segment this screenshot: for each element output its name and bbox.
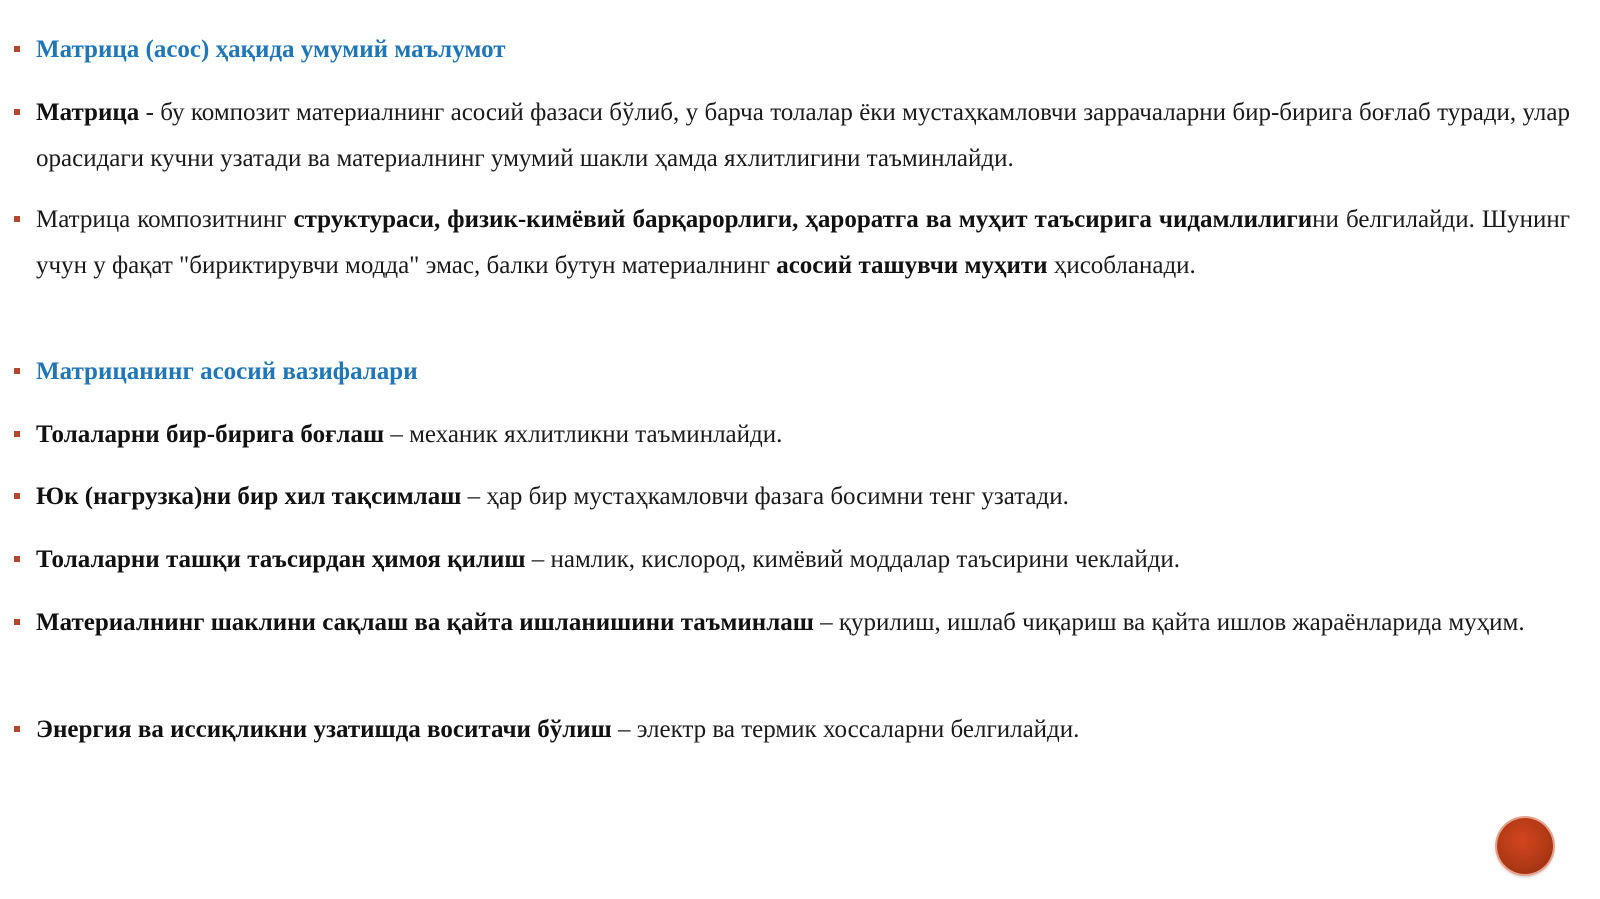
heading-main-functions: [36, 349, 1570, 395]
item-text: – ҳар бир мустаҳкамловчи фазага босимни тенг узатади.: [461, 483, 1069, 510]
bullet-icon: [14, 216, 20, 222]
section-heading: Матрицанинг асосий вазифалари: [36, 358, 418, 385]
slide-nav-button[interactable]: [1497, 818, 1553, 874]
bold-phrase: асосий ташувчи муҳити: [776, 252, 1048, 279]
list-item-bind-fibers: [36, 412, 1570, 458]
item-text: – электр ва термик хоссаларни белгилайди.: [611, 716, 1080, 743]
bullet-icon: [14, 109, 20, 115]
item-text: – қурилиш, ишлаб чиқариш ва қайта ишлов жараёнларида муҳим.: [813, 609, 1525, 636]
bold-term: Энергия ва иссиқликни узатишда воситачи бўлиш: [36, 716, 612, 743]
bullet-icon: [14, 46, 20, 52]
bold-term: Толаларни бир-бирига боғлаш: [36, 421, 385, 448]
bold-term: Толаларни ташқи таъсирдан ҳимоя қилиш: [36, 546, 526, 573]
list-item-protection: [36, 537, 1570, 583]
heading-general-info: [36, 27, 1570, 73]
section-heading: Матрица (асос) ҳақида умумий маълумот: [36, 36, 506, 63]
paragraph-text: Матрица композитнинг: [36, 206, 294, 233]
list-item-shape-retention: [36, 600, 1570, 646]
paragraph-text: - бу композит материалнинг асосий фазаси бўлиб, у барча толалар ёки мустаҳкамловчи заррачаларни бир-бирига боғлаб туради, улар орасидаги кучни узатади ва материалнинг умумий шакли ҳамда яхлитлигини таъминлайди.: [36, 99, 1570, 172]
bullet-icon: [14, 556, 20, 562]
bold-term: Юк (нагрузка)ни бир хил тақсимлаш: [36, 483, 462, 510]
bullet-icon: [14, 619, 20, 625]
list-item-load-distribution: [36, 474, 1570, 520]
bold-term: Матрица: [36, 99, 140, 126]
bold-phrase: структураси, физик-кимёвий барқарорлиги, ҳароратга ва муҳит таъсирига чидамлилиги: [293, 206, 1313, 233]
bold-term: Материалнинг шаклини сақлаш ва қайта ишланишини таъминлаш: [36, 609, 814, 636]
list-item-energy-transfer: [36, 707, 1570, 753]
item-text: – механик яхлитликни таъминлайди.: [384, 421, 783, 448]
bullet-icon: [14, 368, 20, 374]
item-text: – намлик, кислород, кимёвий моддалар таъсирини чеклайди.: [525, 546, 1181, 573]
paragraph-text: ни белгилайди. Шунинг учун у фақат "бириктирувчи модда" эмас, балки бутун материалнинг: [36, 206, 1570, 279]
paragraph-text: ҳисобланади.: [1047, 252, 1196, 279]
bullet-icon: [14, 726, 20, 732]
paragraph-matrix-role: [36, 197, 1570, 289]
bullet-icon: [14, 493, 20, 499]
paragraph-matrix-definition: [36, 90, 1570, 182]
bullet-icon: [14, 431, 20, 437]
